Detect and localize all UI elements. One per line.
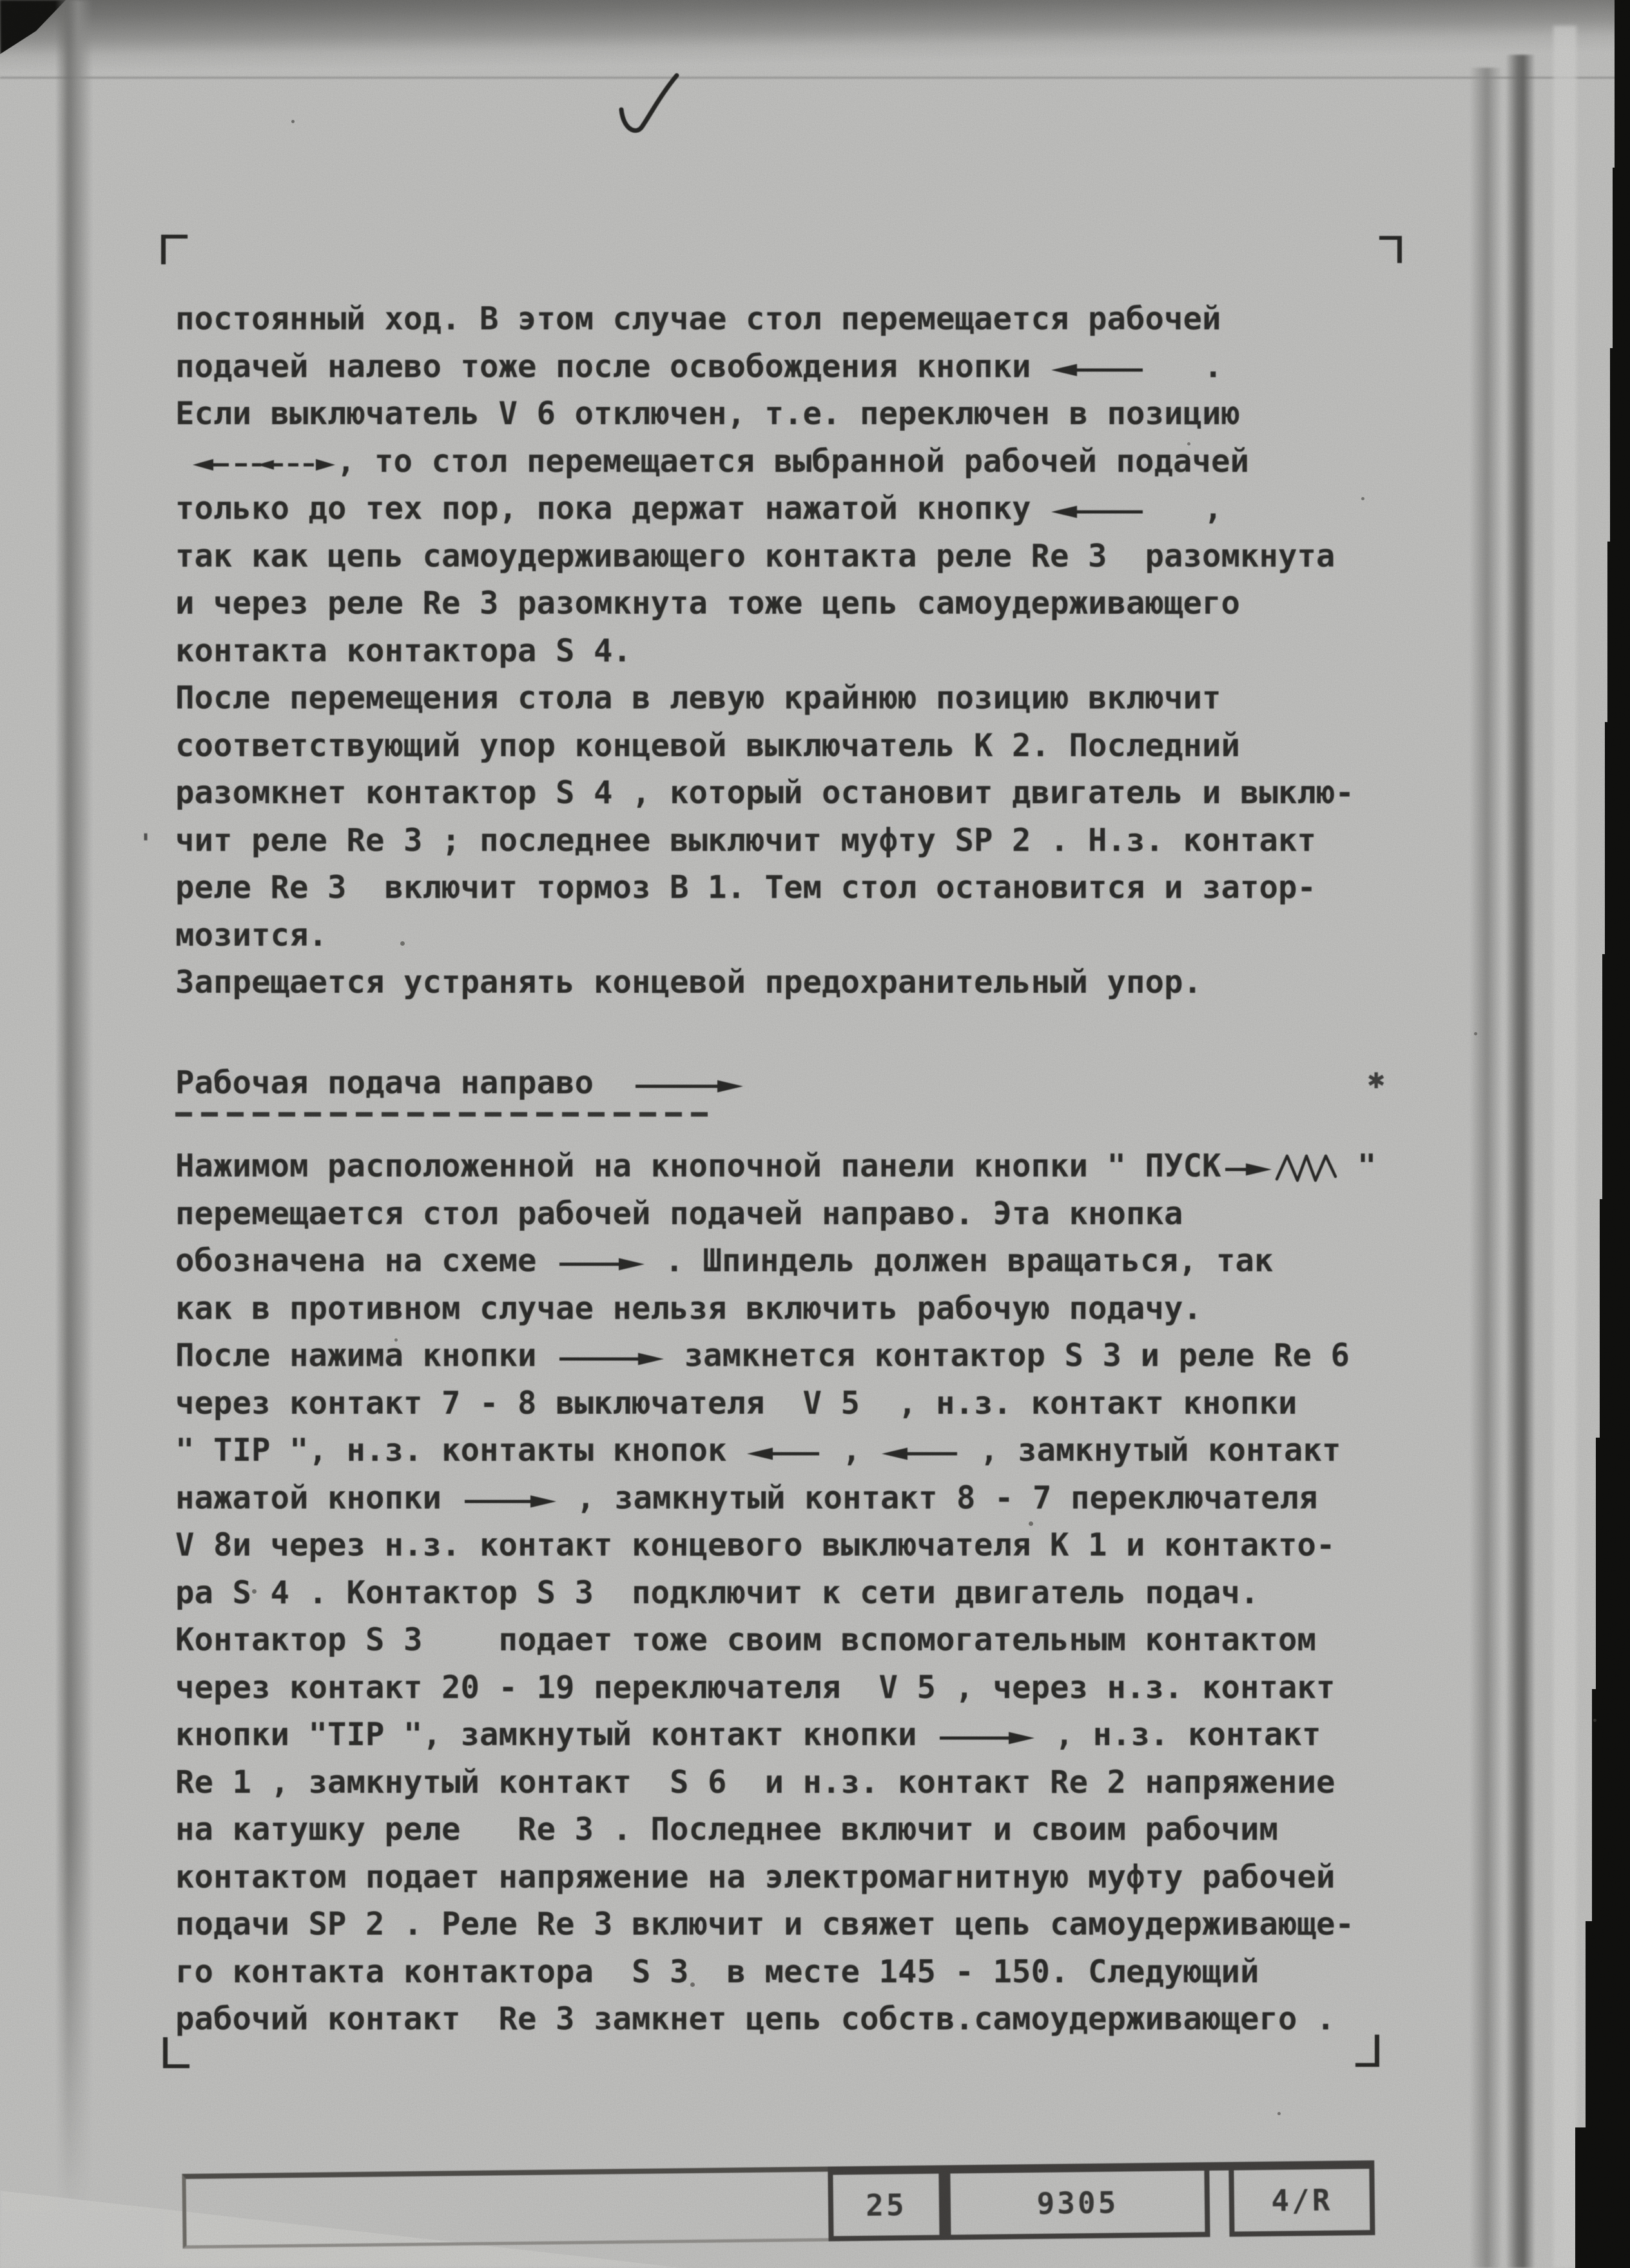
footer-cell-gap (1209, 2162, 1229, 2237)
text-run: подачи SP 2 . Реле Re 3 включит и свяжет цепь самоудерживающе- (175, 1906, 1355, 1942)
dust-specks (291, 120, 295, 123)
text-run: соответствующий упор концевой выключатель К 2. Последний (175, 727, 1241, 764)
text-line (175, 1237, 1403, 1285)
text-run: мозится. (175, 916, 328, 953)
page-edge-stripe (1470, 68, 1502, 2268)
text-line (175, 1853, 1403, 1901)
text-run: . (1147, 347, 1223, 385)
margin-star-mark: ✱ (1368, 1062, 1385, 1095)
text-run: го контакта контактора S 3 в месте 145 - 150. Следующий (175, 1953, 1259, 1990)
text-line (175, 1380, 1403, 1427)
footer-cell-page-number: 25 (828, 2165, 944, 2242)
text-run: и через реле Re 3 разомкнута тоже цепь самоудерживающего (175, 585, 1241, 621)
scan-top-shadow (0, 0, 1630, 75)
text-run: . Шпиндель должен вращаться, так (646, 1242, 1274, 1279)
right-arrow-icon (632, 1078, 744, 1095)
text-line (175, 1948, 1403, 1996)
text-run: постоянный ход. В этом случае стол перемещается рабочей (175, 300, 1221, 337)
left-arrow-icon (1050, 503, 1147, 520)
text-run: через контакт 20 - 19 переключателя V 5 , через н.з. контакт (175, 1668, 1335, 1706)
page-edge-stripe (1506, 55, 1535, 2268)
right-arrow-icon (556, 1256, 646, 1273)
text-line (175, 1427, 1403, 1474)
text-line (175, 1759, 1403, 1806)
text-run: , замкнутый контакт (960, 1432, 1341, 1469)
text-run: нажатой кнопки (175, 1479, 461, 1516)
left-arrow-icon (880, 1445, 961, 1462)
corner-mark-top-right (1379, 236, 1402, 263)
text-line (175, 722, 1403, 770)
text-run: контакта контактора S 4. (175, 632, 632, 669)
text-run: " (1338, 1148, 1377, 1184)
heading-underline (175, 1059, 744, 1117)
text-run: на катушку реле Re 3 . Последнее включит и своим рабочим (175, 1811, 1279, 1848)
text-run: рабочий контакт Re 3 замкнет цепь собств.самоудерживающего . (175, 2000, 1335, 2037)
page-edge-highlight (1553, 26, 1577, 2268)
text-run: через контакт 7 - 8 выключателя V 5 , н.з. контакт кнопки (175, 1384, 1297, 1422)
text-run: , (823, 1432, 880, 1469)
corner-mark-top-left (161, 235, 188, 264)
scan-line-artifact (0, 77, 1630, 79)
text-line (175, 533, 1403, 580)
text-line (175, 1995, 1403, 2043)
text-run: так как цепь самоудерживающего контакта реле Re 3 разомкнута (175, 537, 1335, 574)
text-run: только до тех пор, пока держат нажатой кнопку (175, 490, 1051, 527)
text-line (175, 1616, 1403, 1664)
text-run: обозначена на схеме (175, 1242, 556, 1279)
text-line (175, 295, 1403, 343)
double-dashed-arrow-icon (191, 456, 336, 473)
text-line (175, 1901, 1403, 1948)
text-run: После перемещения стола в левую крайнюю позицию включит (175, 679, 1221, 716)
text-line (175, 864, 1403, 912)
text-line (138, 817, 1403, 865)
text-line (175, 769, 1403, 817)
text-run: , (1147, 490, 1223, 527)
text-run: Re 1 , замкнутый контакт S 6 и н.з. контакт Re 2 напряжение (175, 1763, 1335, 1801)
text-line (175, 485, 1403, 533)
zigzag-resistor-icon (1274, 1151, 1339, 1186)
text-run: , замкнутый контакт 8 - 7 переключателя (557, 1479, 1318, 1516)
text-line (175, 1711, 1403, 1759)
text-run: ра S 4 . Контактор S 3 подключит к сети двигатель подач. (175, 1574, 1259, 1611)
text-line (175, 1664, 1403, 1712)
left-arrow-icon (746, 1445, 823, 1462)
text-run: Рабочая подача направо (175, 1064, 632, 1101)
right-arrow-icon (461, 1493, 558, 1510)
text-run: V 8и через н.з. контакт концевого выключателя К 1 и контакто- (175, 1527, 1335, 1563)
margin-mark: ' (138, 828, 154, 859)
left-arrow-icon (1050, 362, 1147, 378)
text-run: замкнется контактор S 3 и реле Re 6 (665, 1337, 1350, 1374)
right-arrow-icon (556, 1351, 665, 1367)
footer-cell-document-number: 9305 (944, 2162, 1210, 2240)
section-heading (175, 1059, 1403, 1117)
text-run: разомкнет контактор S 4 , который остановит двигатель и выклю- (175, 774, 1355, 811)
text-run: перемещается стол рабочей подачей направо. Эта кнопка (175, 1195, 1183, 1232)
text-line (175, 580, 1403, 627)
text-run: чит реле Re 3 ; последнее выключит муфту SP 2 . Н.з. контакт (175, 821, 1317, 859)
text-run: Если выключатель V 6 отключен, т.е. переключен в позицию (175, 395, 1241, 432)
text-run: Нажимом расположенной на кнопочной панели кнопки " ПУСК (175, 1148, 1221, 1184)
text-line (175, 390, 1403, 438)
text-run: , то стол перемещается выбранной рабочей подачей (336, 442, 1250, 480)
text-line (175, 674, 1403, 722)
text-line (175, 1569, 1403, 1617)
handwritten-checkmark (612, 71, 684, 143)
right-arrow-icon (936, 1730, 1036, 1746)
text-run: Контактор S 3 подает тоже своим вспомогательным контактом (175, 1621, 1317, 1658)
typewritten-text (138, 295, 1403, 2043)
text-line (175, 438, 1403, 485)
footer-cell-revision: 4/R (1228, 2160, 1375, 2237)
text-line (175, 627, 1403, 675)
text-line (175, 1285, 1403, 1333)
right-arrow-icon (1221, 1161, 1273, 1178)
text-run: реле Re 3 включит тормоз B 1. Тем стол остановится и затор- (175, 869, 1317, 906)
footer-table (182, 2160, 1375, 2249)
text-line (175, 959, 1403, 1006)
text-line (175, 1332, 1403, 1380)
text-run: Запрещается устранять концевой предохранительный упор. (175, 964, 1203, 1001)
text-line (175, 343, 1403, 391)
text-run: подачей налево тоже после освобождения кнопки (175, 347, 1051, 385)
text-line (175, 1806, 1403, 1853)
text-line (175, 1521, 1403, 1569)
footer-cell-empty (182, 2167, 828, 2249)
text-run: , н.з. контакт (1036, 1716, 1321, 1753)
scan-left-shadow (55, 0, 93, 2224)
text-run: контактом подает напряжение на электромагнитную муфту рабочей (175, 1858, 1335, 1895)
text-run: как в противном случае нельзя включить рабочую подачу. (175, 1289, 1203, 1327)
text-run: " TIP ", н.з. контакты кнопок (175, 1432, 746, 1469)
text-line (175, 1190, 1403, 1238)
text-line (175, 1142, 1403, 1190)
text-run: кнопки "TIP ", замкнутый контакт кнопки (175, 1716, 936, 1753)
text-run: После нажима кнопки (175, 1337, 556, 1374)
text-line (175, 912, 1403, 959)
text-line (175, 1474, 1403, 1522)
